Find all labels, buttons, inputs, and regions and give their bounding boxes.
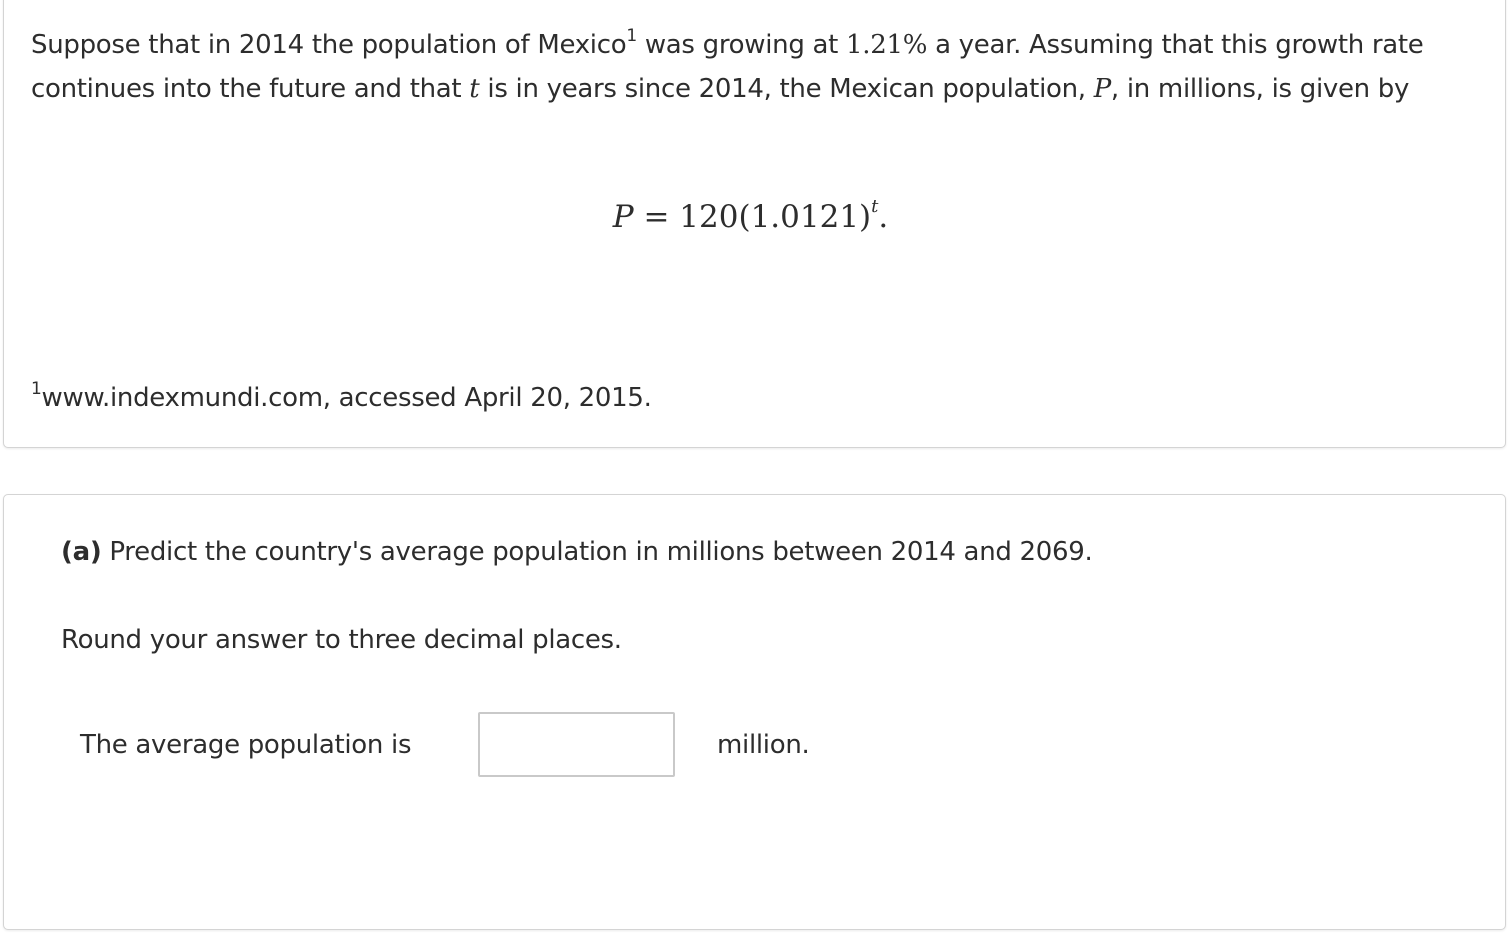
intro-text-1: Suppose that in 2014 the population of Mexico <box>31 30 627 60</box>
formula-end: . <box>878 199 889 235</box>
footnote <box>31 376 652 420</box>
answer-prefix: The average population is <box>80 730 412 760</box>
part-a-label: (a) <box>61 537 102 567</box>
formula-rhs: = 120(1.0121) <box>633 199 872 235</box>
growth-rate: 1.21% <box>846 30 928 60</box>
answer-input[interactable] <box>478 712 675 777</box>
answer-suffix: million. <box>717 730 810 760</box>
intro-text-3: a year. Assuming that this growth rate continues into the future and that <box>31 30 1424 104</box>
rounding-instruction: Round your answer to three decimal places. <box>61 625 622 655</box>
variable-p: P <box>1093 74 1111 104</box>
footnote-text: www.indexmundi.com, accessed April 20, 2015. <box>41 383 652 413</box>
intro-text-2: was growing at <box>636 30 847 60</box>
intro-text-4: is in years since 2014, the Mexican population, <box>479 74 1094 104</box>
part-a-text: Predict the country's average population in millions between 2014 and 2069. <box>101 537 1093 567</box>
part-a-question <box>61 532 1092 572</box>
intro-text-5: , in millions, is given by <box>1110 74 1410 104</box>
variable-t: t <box>469 74 480 104</box>
formula-lhs: P <box>612 199 634 235</box>
problem-statement <box>31 23 1451 111</box>
formula-exponent: t <box>871 196 879 217</box>
footnote-marker: 1 <box>626 26 637 46</box>
population-formula <box>0 195 1501 239</box>
footnote-number: 1 <box>31 379 42 399</box>
